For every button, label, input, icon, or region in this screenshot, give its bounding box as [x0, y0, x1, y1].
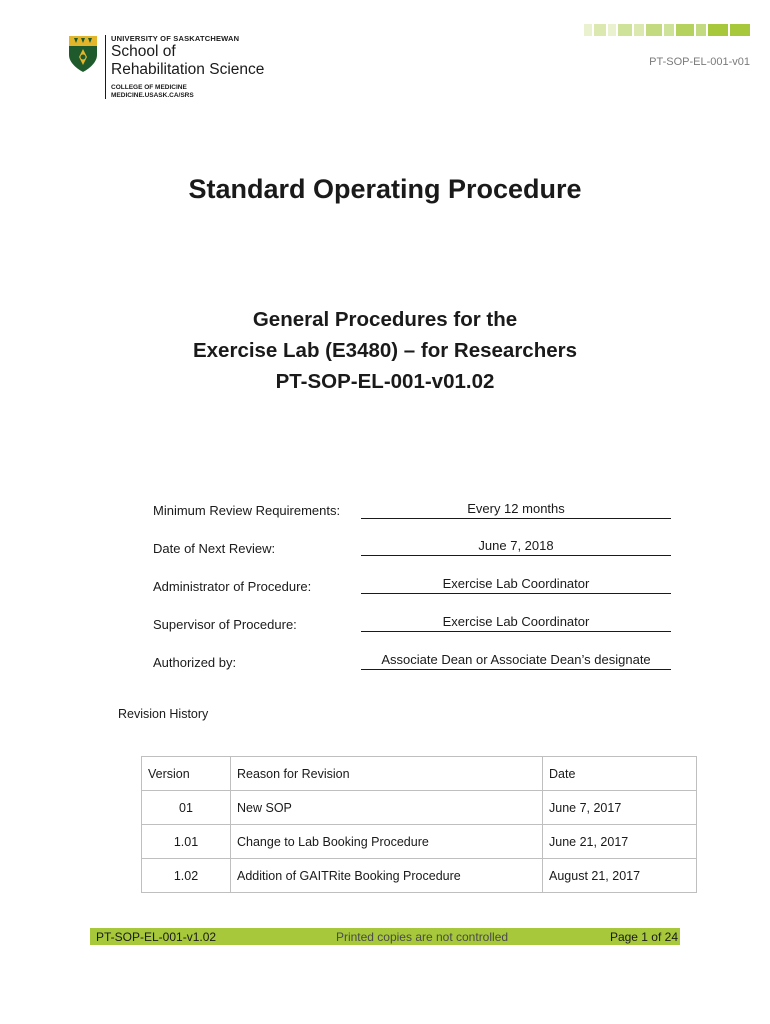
school-name-line1: School of — [111, 43, 176, 60]
cell-version: 1.02 — [142, 859, 231, 893]
table-row — [142, 825, 697, 859]
header-doc-code: PT-SOP-EL-001-v01 — [649, 56, 750, 68]
field-value-supervisor: Exercise Lab Coordinator — [361, 614, 671, 632]
field-value-next-review: June 7, 2018 — [361, 538, 671, 556]
footer-page-number: Page 1 of 24 — [609, 929, 678, 944]
cell-reason: Addition of GAITRite Booking Procedure — [231, 859, 543, 893]
logo-divider — [105, 35, 106, 99]
cell-date: June 21, 2017 — [543, 825, 697, 859]
school-name-line2: Rehabilitation Science — [111, 61, 265, 78]
college-name: COLLEGE OF MEDICINE — [111, 84, 187, 91]
cell-reason: Change to Lab Booking Procedure — [231, 825, 543, 859]
table-row — [142, 859, 697, 893]
cell-date: August 21, 2017 — [543, 859, 697, 893]
school-name — [111, 43, 264, 79]
revision-history-table — [141, 756, 697, 893]
cell-version: 1.01 — [142, 825, 231, 859]
cell-reason: New SOP — [231, 791, 543, 825]
revision-history-title: Revision History — [118, 707, 209, 721]
field-label-authorized-by: Authorized by: — [153, 655, 237, 670]
page-footer — [90, 928, 680, 945]
footer-notice: Printed copies are not controlled — [335, 929, 509, 944]
college-url: MEDICINE.USASK.CA/SRS — [111, 92, 194, 99]
decorative-squares — [584, 24, 750, 36]
cell-date: June 7, 2017 — [543, 791, 697, 825]
footer-doc-code: PT-SOP-EL-001-v1.02 — [96, 929, 217, 944]
subtitle-line: PT-SOP-EL-001-v01.02 — [275, 370, 495, 393]
document-subtitle — [0, 304, 770, 397]
university-name: UNIVERSITY OF SASKATCHEWAN — [111, 34, 240, 43]
college-info — [111, 84, 194, 100]
university-crest-logo — [68, 35, 98, 73]
subtitle-line: General Procedures for the — [252, 308, 518, 331]
header-reason: Reason for Revision — [231, 757, 543, 791]
field-label-administrator: Administrator of Procedure: — [153, 579, 312, 594]
field-label-next-review: Date of Next Review: — [153, 541, 276, 556]
table-header-row — [142, 757, 697, 791]
table-row — [142, 791, 697, 825]
subtitle-line: Exercise Lab (E3480) – for Researchers — [192, 339, 578, 362]
document-title: Standard Operating Procedure — [188, 174, 582, 204]
field-label-min-review: Minimum Review Requirements: — [153, 503, 341, 518]
field-value-authorized-by: Associate Dean or Associate Dean’s designate — [361, 652, 671, 670]
field-label-supervisor: Supervisor of Procedure: — [153, 617, 297, 632]
field-value-min-review: Every 12 months — [361, 501, 671, 519]
field-value-administrator: Exercise Lab Coordinator — [361, 576, 671, 594]
header-date: Date — [543, 757, 697, 791]
cell-version: 01 — [142, 791, 231, 825]
header-version: Version — [142, 757, 231, 791]
